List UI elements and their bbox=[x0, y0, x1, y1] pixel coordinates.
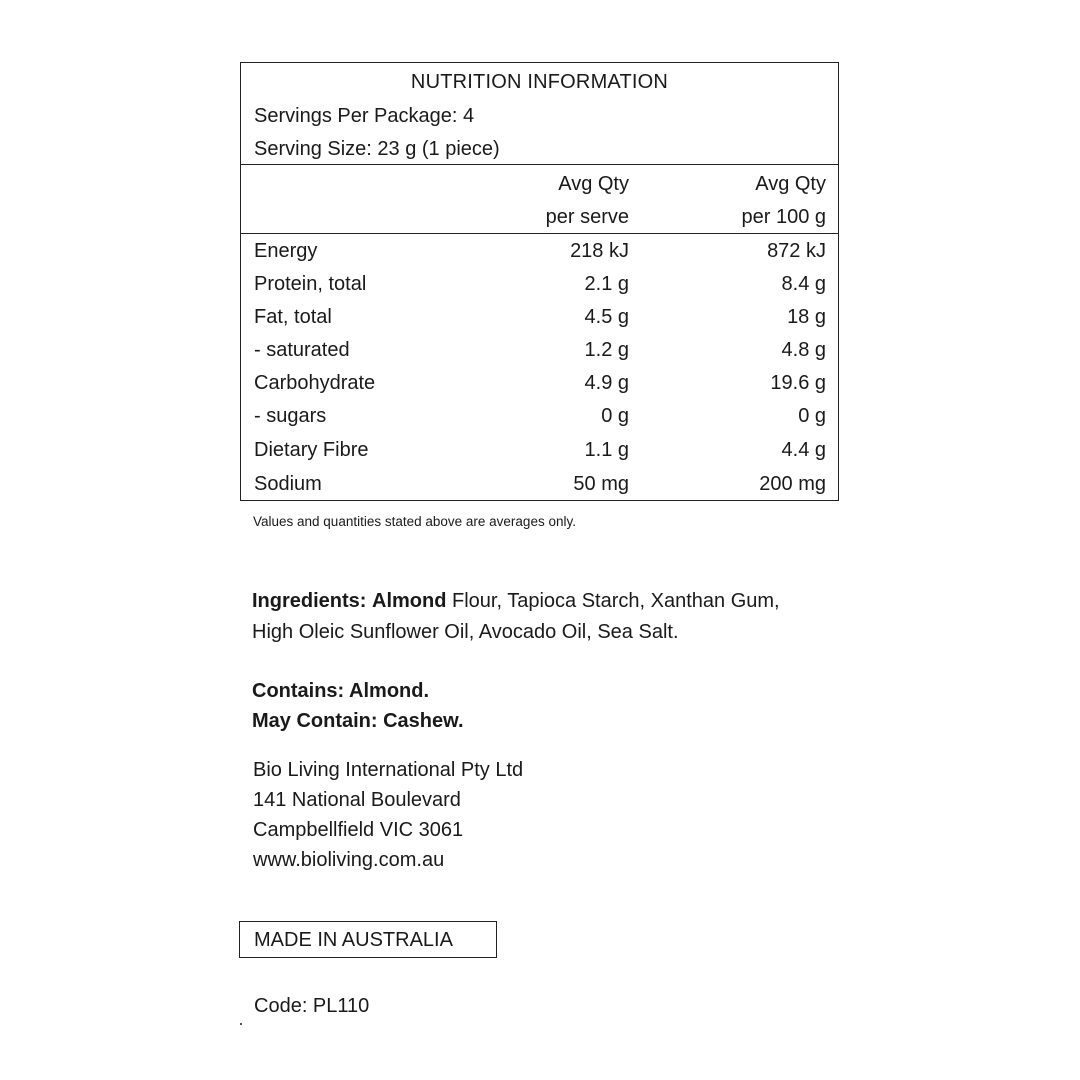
ingredients-line2: High Oleic Sunflower Oil, Avocado Oil, Sea Salt. bbox=[252, 621, 679, 643]
servings-per-package: Servings Per Package: 4 bbox=[254, 105, 475, 127]
row-protein-per-100g: 8.4 g bbox=[781, 273, 826, 295]
row-fibre-per-100g: 4.4 g bbox=[781, 439, 826, 461]
company-city: Campbellfield VIC 3061 bbox=[253, 819, 464, 841]
row-energy-name: Energy bbox=[254, 240, 318, 262]
row-saturated-name: - saturated bbox=[254, 339, 350, 361]
row-saturated-per-100g: 4.8 g bbox=[781, 339, 826, 361]
col-per-serve-header-line1: Avg Qty bbox=[558, 173, 629, 195]
row-protein-name: Protein, total bbox=[254, 273, 367, 295]
row-energy-per-serve: 218 kJ bbox=[570, 240, 629, 262]
ingredients-label: Ingredients: bbox=[252, 590, 367, 612]
row-fat-per-serve: 4.5 g bbox=[584, 306, 629, 328]
row-saturated-per-serve: 1.2 g bbox=[584, 339, 629, 361]
row-carbohydrate-per-serve: 4.9 g bbox=[584, 372, 629, 394]
origin-box bbox=[239, 921, 497, 958]
row-carbohydrate-name: Carbohydrate bbox=[254, 372, 376, 394]
row-sugars-per-serve: 0 g bbox=[601, 405, 629, 427]
nutrition-panel bbox=[240, 62, 839, 501]
col-per-serve-header-line2: per serve bbox=[545, 206, 629, 228]
row-sodium-name: Sodium bbox=[254, 473, 322, 495]
ingredients-line1: Flour, Tapioca Starch, Xanthan Gum, bbox=[446, 590, 780, 612]
row-fibre-name: Dietary Fibre bbox=[254, 439, 369, 461]
serving-size: Serving Size: 23 g (1 piece) bbox=[254, 138, 500, 160]
product-code: Code: PL110 bbox=[254, 995, 370, 1017]
col-per-100g-header-line2: per 100 g bbox=[741, 206, 826, 228]
row-carbohydrate-per-100g: 19.6 g bbox=[770, 372, 826, 394]
nutrition-title: NUTRITION INFORMATION bbox=[410, 71, 669, 93]
row-energy-per-100g: 872 kJ bbox=[767, 240, 826, 262]
row-sodium-per-100g: 200 mg bbox=[759, 473, 826, 495]
origin-label: MADE IN AUSTRALIA bbox=[254, 929, 453, 951]
row-fibre-per-serve: 1.1 g bbox=[584, 439, 629, 461]
row-sugars-name: - sugars bbox=[254, 405, 327, 427]
company-website: www.bioliving.com.au bbox=[253, 849, 445, 871]
body-divider bbox=[241, 233, 838, 234]
row-sodium-per-serve: 50 mg bbox=[573, 473, 629, 495]
may-contain-statement: May Contain: Cashew. bbox=[252, 710, 464, 732]
row-fat-name: Fat, total bbox=[254, 306, 332, 328]
stray-dot bbox=[240, 1023, 242, 1025]
company-address bbox=[253, 755, 523, 875]
company-name: Bio Living International Pty Ltd bbox=[253, 759, 524, 781]
header-divider bbox=[241, 164, 838, 165]
ingredients-statement bbox=[252, 586, 852, 648]
row-sugars-per-100g: 0 g bbox=[798, 405, 826, 427]
company-street: 141 National Boulevard bbox=[253, 789, 461, 811]
row-protein-per-serve: 2.1 g bbox=[584, 273, 629, 295]
contains-statement: Contains: Almond. bbox=[252, 680, 430, 702]
col-per-100g-header-line1: Avg Qty bbox=[755, 173, 826, 195]
row-fat-per-100g: 18 g bbox=[787, 306, 826, 328]
averages-footnote: Values and quantities stated above are averages only. bbox=[253, 514, 576, 529]
ingredients-bold-item: Almond bbox=[372, 590, 447, 612]
